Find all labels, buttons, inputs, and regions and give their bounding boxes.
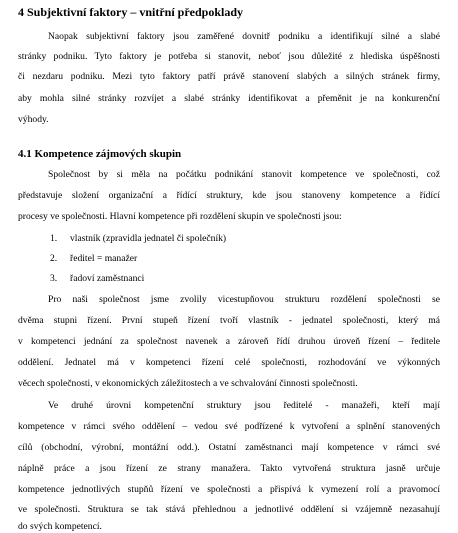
list-text: ředitel = manažer [70, 253, 138, 264]
para2-line: Společnost by si měla na počátku podnikání stanovit kompetence ve společnosti, což [48, 169, 440, 180]
list-number: 1. [50, 233, 58, 244]
list-number: 2. [50, 253, 58, 264]
para3-line: v kompetenci jednání za společnost navenek a zároveň řídí druhou úroveň řízení – ředitele [18, 336, 440, 347]
section-heading: 4.1 Kompetence zájmových skupin [18, 148, 182, 160]
para1-line: stránky podniku. Tyto faktory je potřeba si stanovit, neboť jsou důležité z hlediska úspěšnosti [18, 51, 440, 62]
para4-line: kompetence jednotlivých stupňů řízení ve společnosti a přispívá k vymezení rolí a pravomocí [18, 484, 440, 495]
chapter-heading: 4 Subjektivní faktory – vnitřní předpoklady [18, 5, 244, 19]
para1-line: aby mohla silné stránky rozvíjet a slabé stránky identifikovat a přeměnit je na konkurenční [18, 93, 440, 104]
para3-line: Pro naši společnost jsme zvolily vicestupňovou strukturu rozdělení společnosti se [48, 294, 440, 305]
para2-line: představuje složení organizační a řídící struktury, kde jsou stanoveny kompetence a řídící [18, 190, 440, 201]
para1-line: Naopak subjektivní faktory jsou zaměřené dovnitř podniku a identifikují silné a slabé [48, 31, 440, 42]
para1-line: výhody. [18, 114, 49, 125]
para4-line: do svých kompetencí. [18, 521, 102, 532]
para2-line: procesy ve společnosti. Hlavní kompetence při rozdělení skupin ve společnosti jsou: [18, 211, 342, 222]
para3-line: oddělení. Jednatel má v kompetenci řízení celé společnosti, rozhodování ve výkonných [18, 357, 440, 368]
para4-line: Ve druhé úrovni kompetenční struktury jsou ředitelé - manažeři, kteří mají [48, 400, 440, 411]
para1-line: či nezdaru podniku. Mezi tyto faktory patří právě stanovení slabých a silných stránek firmy, [18, 71, 440, 82]
para4-line: kompetence v rámci svého oddělení – vedou své podřízené k vytvoření a splnění stanovených [18, 421, 440, 432]
para4-line: cílů (obchodní, výrobní, montážní odd.). Ostatní zaměstnanci mají kompetence v rámci své [18, 442, 440, 453]
list-text: řadoví zaměstnanci [70, 273, 145, 284]
para4-line: ve společnosti. Struktura se tak stává přehlednou a jednotlivé oddělení si vzájemně nezasahují [18, 504, 440, 515]
para3-line: dvěma stupni řízení. První stupeň řízení tvoří vlastník - jednatel společnosti, který má [18, 315, 440, 326]
para4-line: náplně práce a jsou řízení ze strany manažera. Takto vytvořená struktura jasně určuje [18, 463, 440, 474]
list-number: 3. [50, 273, 58, 284]
para3-line: věcech společnosti, v ekonomických záležitostech a ve schvalování činnosti společnosti. [18, 378, 358, 389]
list-text: vlastník (zpravidla jednatel či společník) [70, 233, 227, 244]
